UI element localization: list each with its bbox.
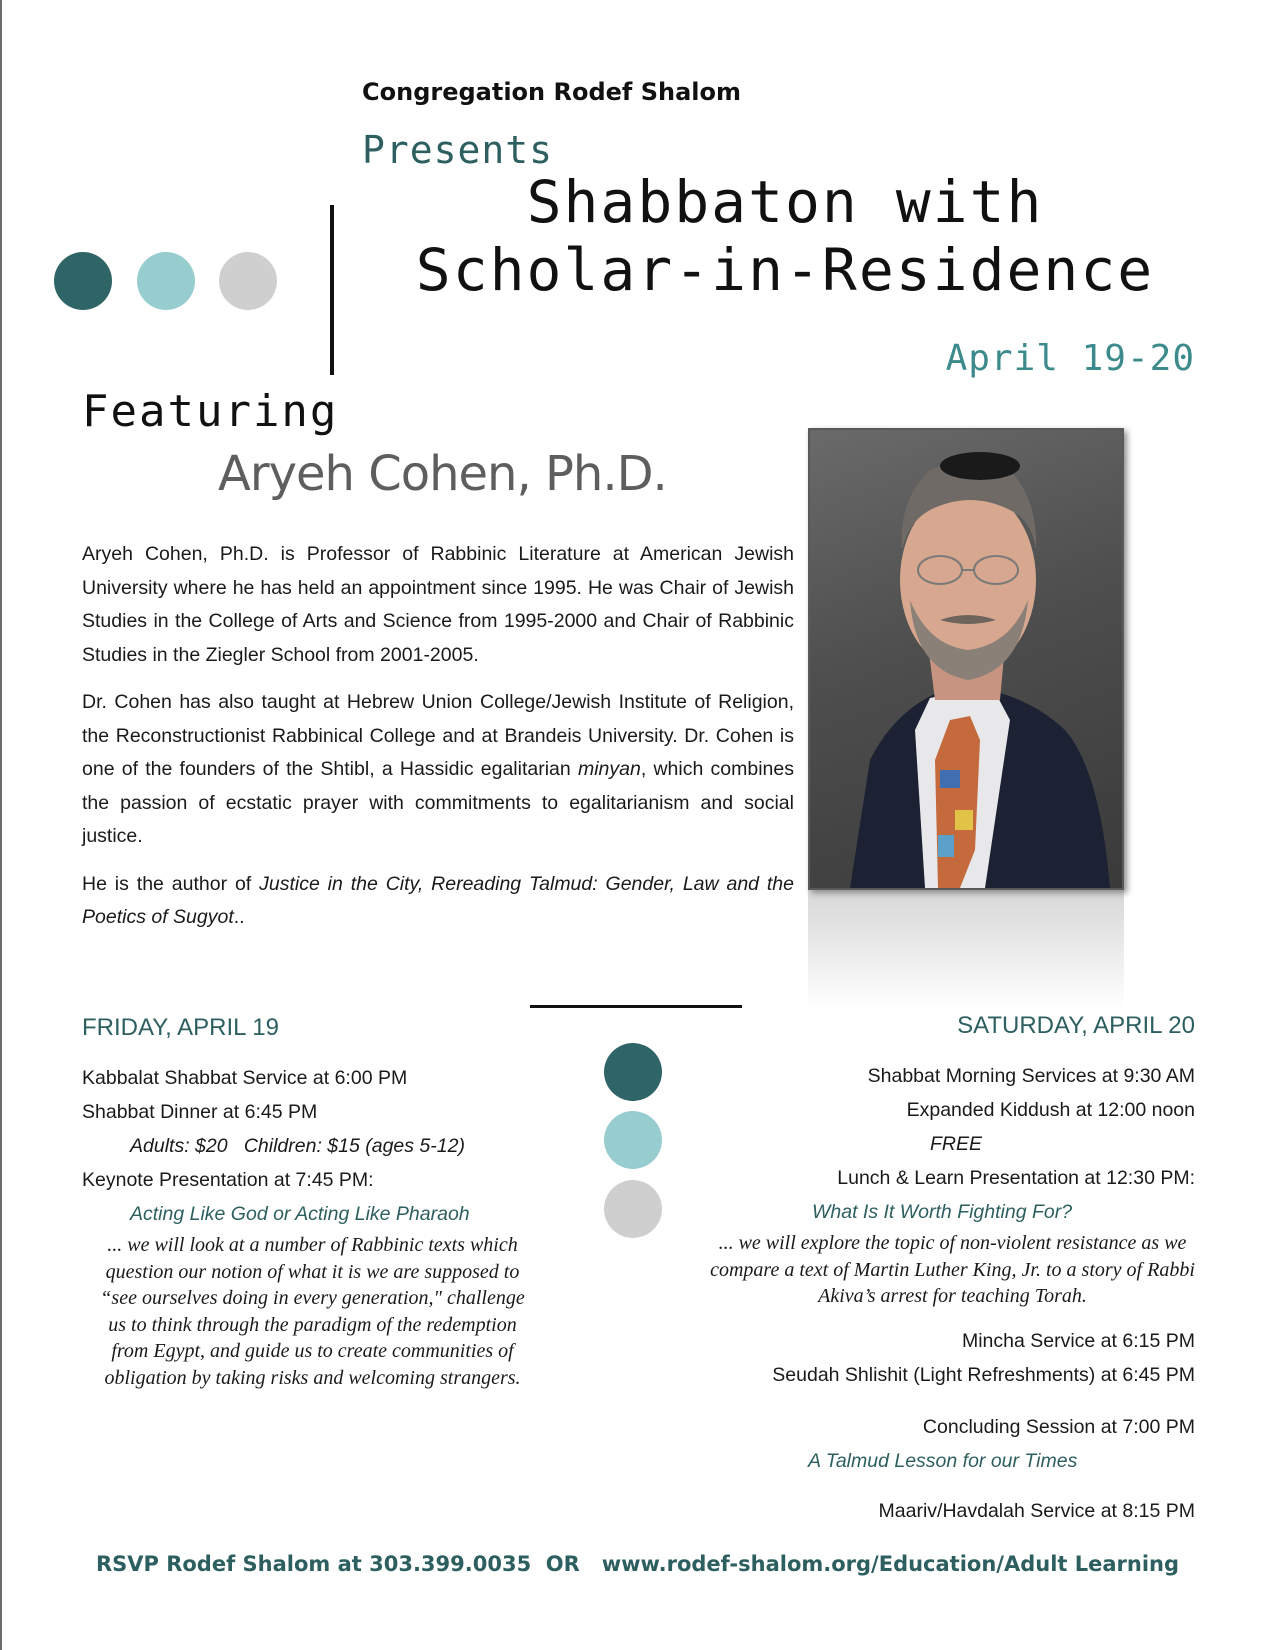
speaker-photo [808, 428, 1124, 890]
friday-heading: FRIDAY, APRIL 19 [82, 1014, 279, 1041]
friday-keynote-title: Acting Like God or Acting Like Pharaoh [130, 1203, 470, 1225]
saturday-concluding-session: Concluding Session at 7:00 PM [922, 1416, 1195, 1438]
schedule-divider-horizontal [530, 1005, 742, 1008]
decorative-dot-light [604, 1111, 662, 1169]
saturday-kiddush: Expanded Kiddush at 12:00 noon [906, 1099, 1195, 1121]
organization-name: Congregation Rodef Shalom [362, 78, 741, 106]
decorative-dot-light [137, 252, 195, 310]
bio-p2-emphasis: minyan [577, 758, 641, 780]
decorative-dot-gray [604, 1180, 662, 1238]
friday-service: Kabbalat Shabbat Service at 6:00 PM [82, 1067, 408, 1089]
speaker-portrait-illustration [810, 430, 1122, 888]
decorative-dot-gray [219, 252, 277, 310]
presents-label: Presents [362, 128, 554, 172]
decorative-dot-dark [54, 252, 112, 310]
saturday-lunch-title: What Is It Worth Fighting For? [812, 1201, 1073, 1223]
event-date-range: April 19-20 [945, 338, 1195, 379]
decorative-dot-dark [604, 1043, 662, 1101]
saturday-mincha: Mincha Service at 6:15 PM [961, 1330, 1195, 1352]
photo-reflection [808, 890, 1124, 1010]
bio-book-titles: Justice in the City, Rereading Talmud: Gender, Law and the Poetics of Sugyot [82, 872, 794, 928]
rsvp-footer: RSVP Rodef Shalom at 303.399.0035 OR www.rodef-shalom.org/Education/Adult Learning [95, 1552, 1180, 1576]
speaker-bio [82, 538, 794, 949]
bio-paragraph-3 [82, 868, 794, 935]
bio-paragraph-1: Aryeh Cohen, Ph.D. is Professor of Rabbinic Literature at American Jewish University where he has held an appointment since 1995. He was Chair of Jewish Studies in the College of Arts and Science from 1995-2000 and Chair of Rabbinic Studies in the Ziegler School from 2001-2005. [82, 543, 794, 666]
bio-paragraph-2 [82, 686, 794, 854]
saturday-kiddush-free: FREE [930, 1133, 983, 1155]
saturday-morning-services: Shabbat Morning Services at 9:30 AM [867, 1065, 1195, 1087]
title-divider-vertical [330, 205, 334, 375]
event-title-line-1: Shabbaton with [526, 168, 1044, 236]
saturday-concluding-title: A Talmud Lesson for our Times [808, 1450, 1078, 1472]
saturday-heading: SATURDAY, APRIL 20 [957, 1012, 1195, 1039]
bio-p2-text-b: , which combines the passion of ecstatic prayer with commitments to egalitarianism and social justice. [82, 758, 794, 847]
friday-prices: Adults: $20 Children: $15 (ages 5-12) [130, 1135, 465, 1157]
saturday-seudah-shlishit: Seudah Shlishit (Light Refreshments) at 6:45 PM [772, 1364, 1195, 1386]
friday-dinner: Shabbat Dinner at 6:45 PM [82, 1101, 318, 1123]
saturday-lunch-description: ... we will explore the topic of non-violent resistance as we compare a text of Martin Luther King, Jr. to a story of Rabbi Akiva’s arrest for teaching Torah. [710, 1232, 1195, 1307]
bio-p3-text-b: .. [233, 906, 245, 928]
saturday-lunch-learn: Lunch & Learn Presentation at 12:30 PM: [837, 1167, 1195, 1189]
friday-keynote: Keynote Presentation at 7:45 PM: [82, 1169, 374, 1191]
left-border-rule [0, 0, 2, 1650]
bio-p2-text-a: Dr. Cohen has also taught at Hebrew Union College/Jewish Institute of Religion, the Reconstructionist Rabbinical College and at Brandeis University. Dr. Cohen is one of the founders of the Shtibl, a Hassidic egalitarian [82, 691, 794, 780]
speaker-name: Aryeh Cohen, Ph.D. [218, 446, 667, 502]
bio-p3-text-a: He is the author of [82, 872, 260, 895]
saturday-maariv-havdalah: Maariv/Havdalah Service at 8:15 PM [878, 1500, 1195, 1522]
featuring-label: Featuring [82, 386, 339, 437]
event-title-line-2: Scholar-in-Residence [415, 236, 1155, 304]
friday-keynote-description: ... we will look at a number of Rabbinic texts which question our notion of what it is we are supposed to “see ourselves doing in every generation," challenge us to think through the paradigm of the redemption from Egypt, and guide us to create communities of obligation by taking risks and welcoming strangers. [100, 1234, 525, 1389]
event-title [370, 168, 1200, 304]
